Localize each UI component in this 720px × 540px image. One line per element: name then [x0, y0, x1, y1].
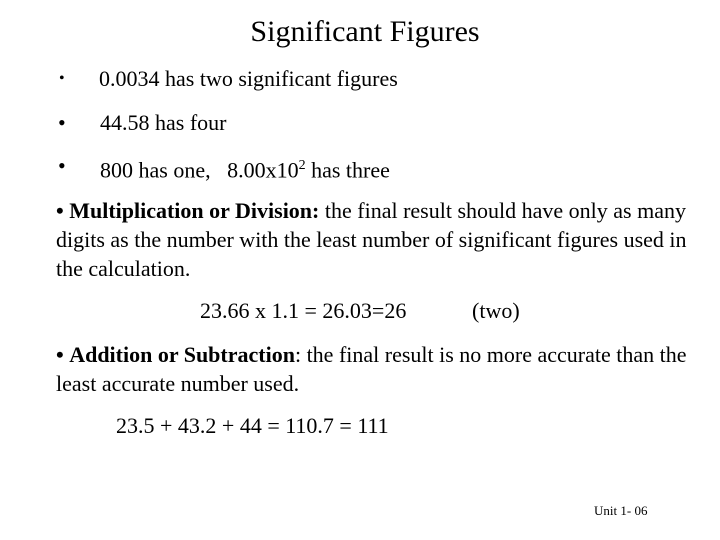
slide-footer: Unit 1- 06 [594, 503, 648, 518]
rule-body: : the final result is no more accurate than the least accurate number used. [56, 342, 687, 396]
rule-heading: Multiplication or Division: [69, 198, 320, 223]
bullet-item-3 [0, 153, 720, 183]
bullet-item-2 [0, 110, 720, 136]
addition-example: 23.5 + 43.2 + 44 = 110.7 = 111 [116, 413, 389, 438]
exponent: 2 [298, 158, 306, 173]
bullet-text-main: 800 has one, 8.00x10 [100, 157, 299, 183]
bullet-text: 0.0034 has two significant figures [99, 66, 398, 91]
bullet-text-tail: has three [305, 157, 390, 183]
bullet-text [100, 153, 390, 183]
addition-rule [56, 340, 696, 398]
multiplication-rule [56, 196, 696, 283]
bullet-marker: • [58, 153, 66, 178]
rule-body: the final result should have only as many digits as the number with the least number of significant figures used in the calculation. [56, 198, 687, 281]
bullet-marker: • [58, 110, 66, 135]
bullet-text: 44.58 has four [100, 110, 227, 135]
slide-title: Significant Figures [250, 15, 480, 48]
rule-heading: Addition or Subtraction [69, 342, 295, 367]
multiplication-example: 23.66 x 1.1 = 26.03=26 [200, 298, 407, 323]
rule-marker: • [56, 342, 64, 367]
rule-marker: • [56, 198, 64, 223]
multiplication-example-note: (two) [472, 298, 520, 323]
bullet-item-1 [0, 66, 720, 92]
bullet-marker: • [59, 70, 65, 87]
